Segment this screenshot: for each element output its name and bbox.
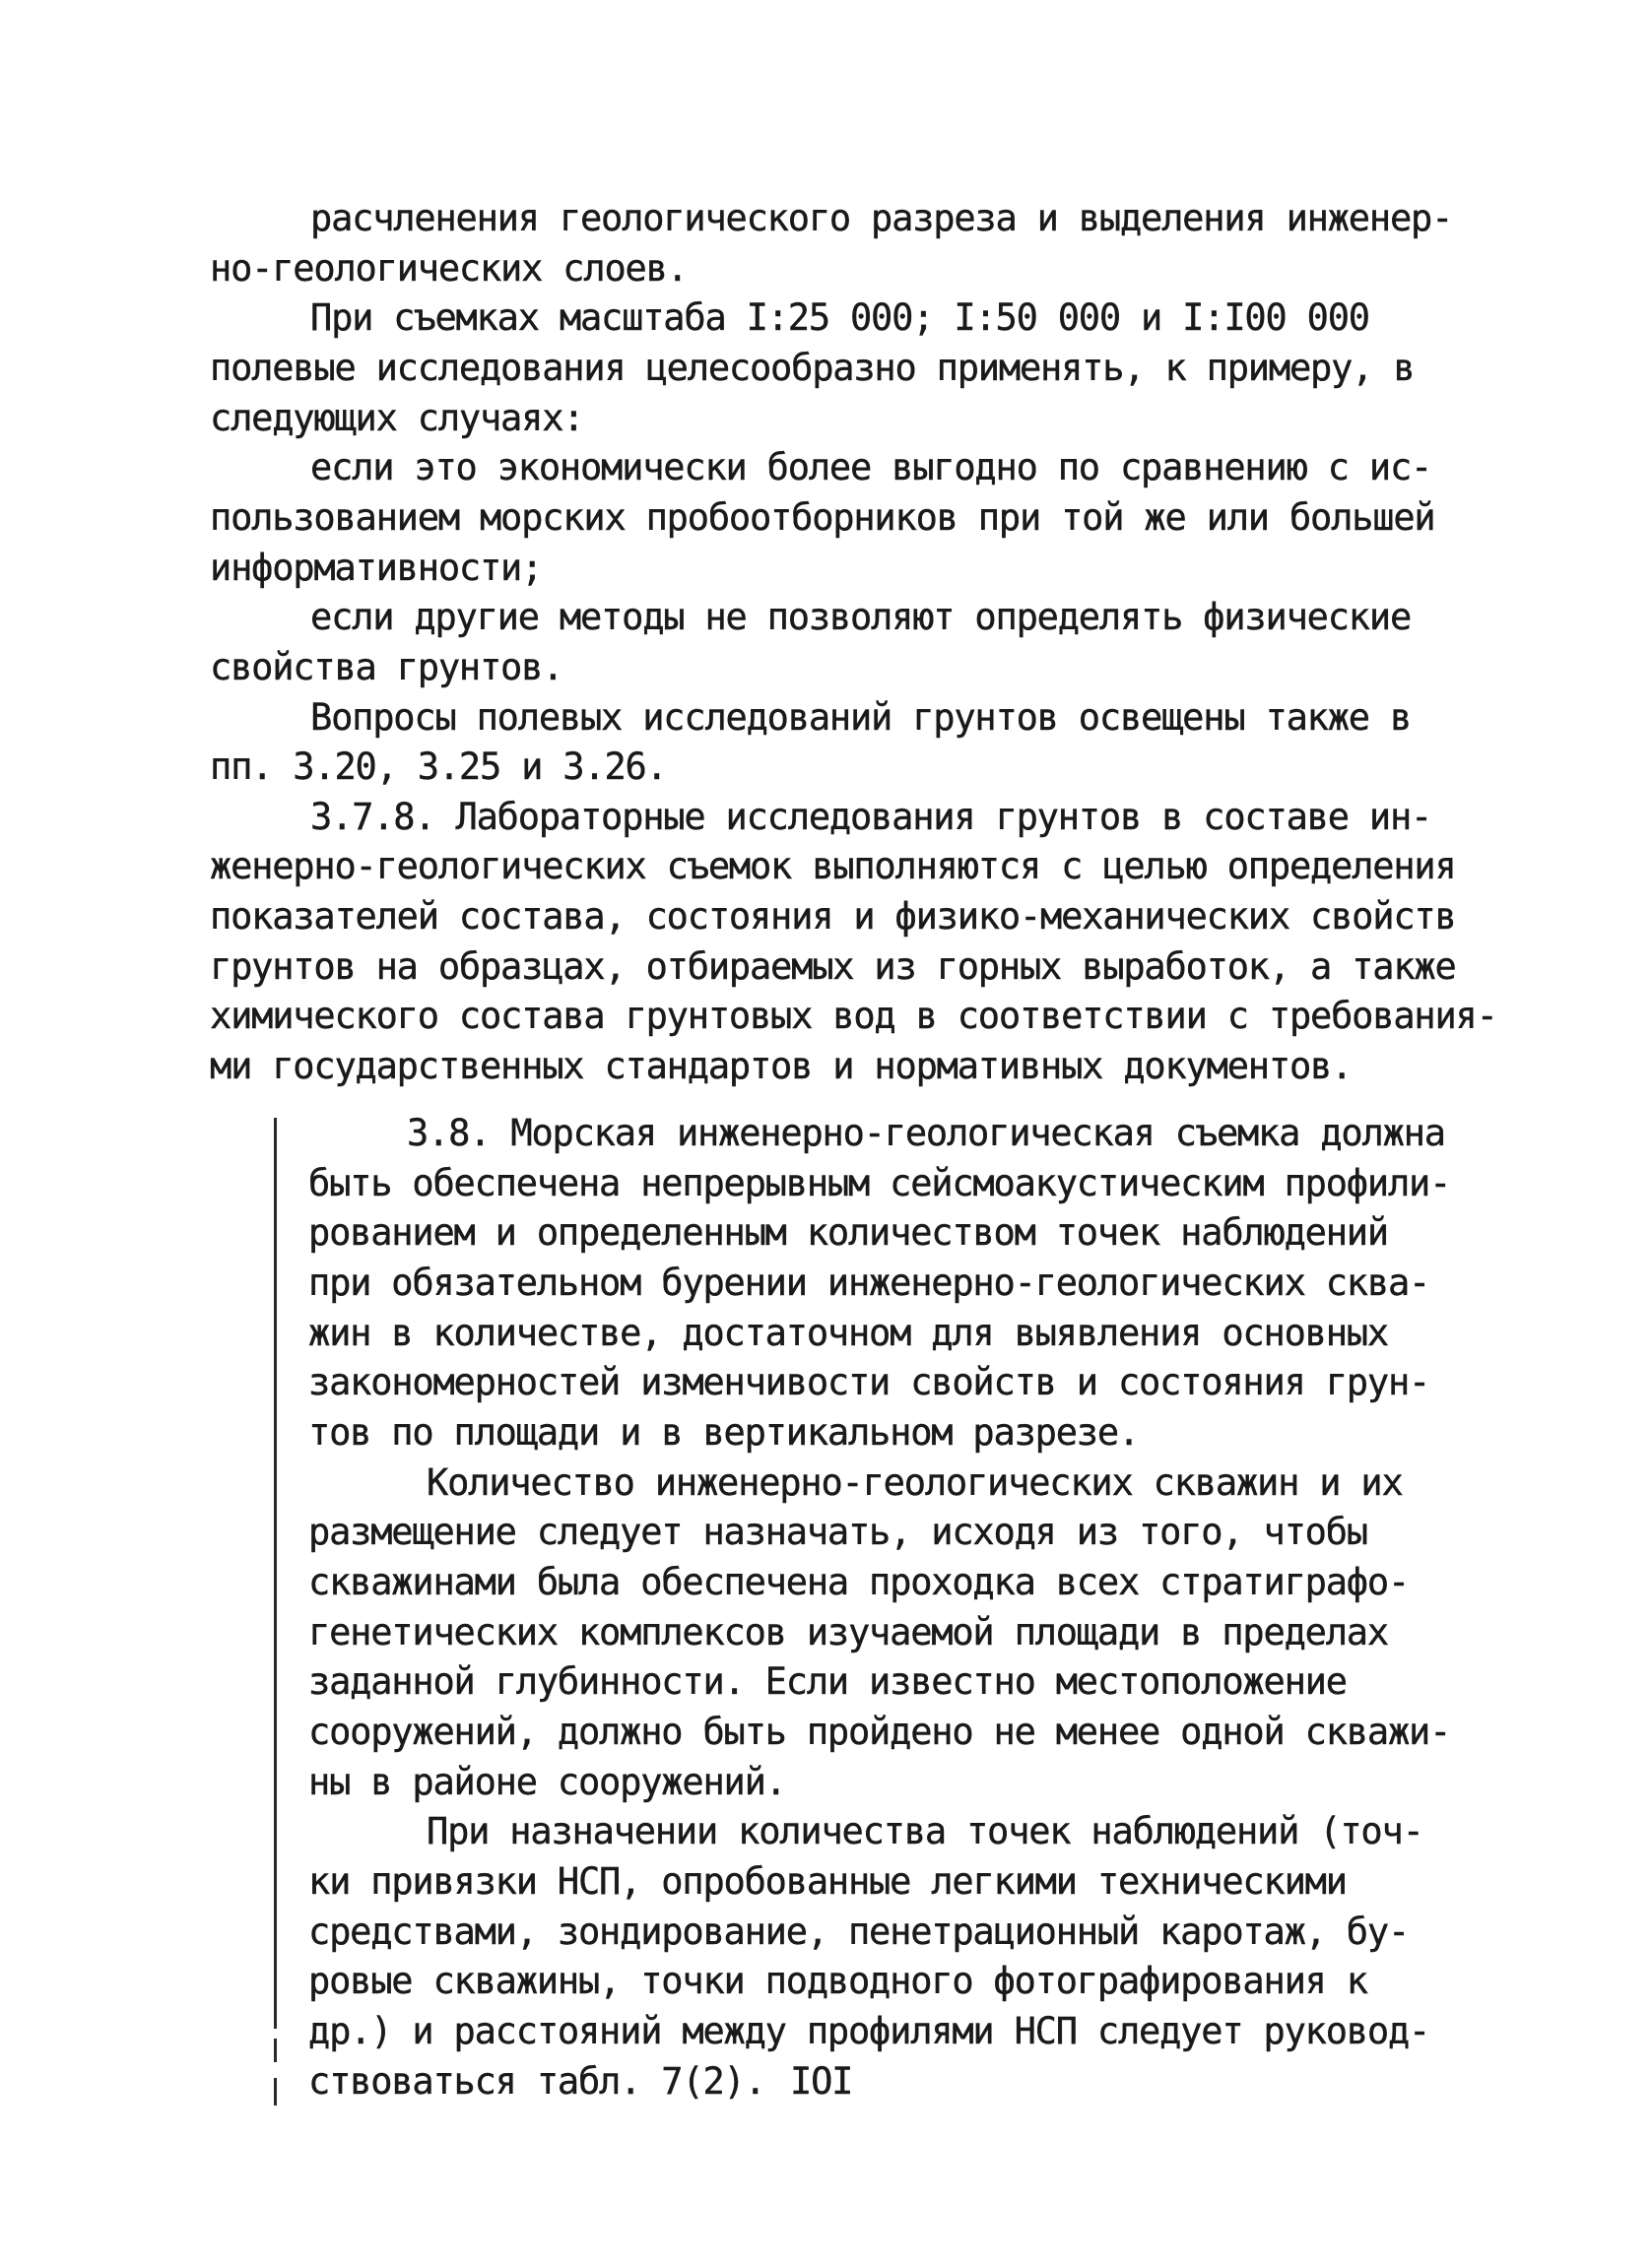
- paragraph-line: сооружений, должно быть пройдено не менее одной скважи-: [308, 1711, 1451, 1753]
- paragraph-line: быть обеспечена непрерывным сейсмоакустическим профили-: [308, 1162, 1451, 1204]
- paragraph-line: Количество инженерно-геологических скважин и их: [427, 1461, 1403, 1504]
- paragraph-line: др.) и расстояний между профилями НСП следует руковод-: [308, 2010, 1430, 2052]
- paragraph-line: но-геологических слоев.: [210, 247, 688, 290]
- paragraph-line: следующих случаях:: [210, 397, 584, 439]
- paragraph-line: грунтов на образцах, отбираемых из горных выработок, а также: [210, 945, 1456, 988]
- paragraph-line: генетических комплексов изучаемой площади в пределах: [308, 1611, 1388, 1653]
- paragraph-line: 3.7.8. Лабораторные исследования грунтов в составе ин-: [310, 796, 1432, 838]
- paragraph-line: полевые исследования целесообразно применять, к примеру, в: [210, 347, 1415, 389]
- paragraph-line: пользованием морских пробоотборников при той же или большей: [210, 496, 1435, 539]
- paragraph-line: ствоваться табл. 7(2).: [308, 2060, 765, 2103]
- change-bar: [274, 1118, 277, 2029]
- paragraph-line: рованием и определенным количеством точек наблюдений: [308, 1211, 1388, 1254]
- paragraph-line: заданной глубинности. Если известно местоположение: [308, 1660, 1347, 1703]
- change-bar-fragment: [274, 2078, 277, 2106]
- paragraph-line: женерно-геологических съемок выполняются с целью определения: [210, 845, 1456, 887]
- paragraph-line: 3.8. Морская инженерно-геологическая съемка должна: [407, 1112, 1445, 1154]
- paragraph-line: При назначении количества точек наблюдений (точ-: [427, 1810, 1423, 1852]
- paragraph-line: ны в районе сооружений.: [308, 1761, 786, 1803]
- paragraph-line: ровые скважины, точки подводного фотографирования к: [308, 1960, 1367, 2002]
- paragraph-line: ми государственных стандартов и нормативных документов.: [210, 1045, 1353, 1087]
- paragraph-line: если другие методы не позволяют определять физические: [310, 596, 1412, 638]
- paragraph-line: показателей состава, состояния и физико-механических свойств: [210, 895, 1456, 938]
- paragraph-line: химического состава грунтовых вод в соответствии с требования-: [210, 995, 1497, 1037]
- paragraph-line: Вопросы полевых исследований грунтов освещены также в: [310, 696, 1412, 739]
- paragraph-line: тов по площади и в вертикальном разрезе.: [308, 1411, 1140, 1454]
- paragraph-line: расчленения геологического разреза и выделения инженер-: [310, 197, 1453, 239]
- paragraph-line: ки привязки НСП, опробованные легкими техническими: [308, 1860, 1347, 1903]
- paragraph-line: средствами, зондирование, пенетрационный каротаж, бу-: [308, 1911, 1410, 1953]
- paragraph-line: При съемках масштаба I:25 000; I:50 000 и I:I00 000: [310, 296, 1369, 339]
- paragraph-line: закономерностей изменчивости свойств и состояния грун-: [308, 1361, 1430, 1403]
- paragraph-line: информативности;: [210, 547, 543, 589]
- paragraph-line: жин в количестве, достаточном для выявления основных: [308, 1312, 1388, 1354]
- paragraph-line: пп. 3.20, 3.25 и 3.26.: [210, 745, 667, 788]
- page-number: IOI: [790, 2060, 853, 2103]
- paragraph-line: при обязательном бурении инженерно-геологических сква-: [308, 1262, 1430, 1304]
- paragraph-line: свойства грунтов.: [210, 646, 563, 688]
- paragraph-line: если это экономически более выгодно по сравнению с ис-: [310, 446, 1432, 488]
- change-bar-fragment: [274, 2039, 277, 2062]
- paragraph-line: размещение следует назначать, исходя из того, чтобы: [308, 1511, 1367, 1553]
- paragraph-line: скважинами была обеспечена проходка всех стратиграфо-: [308, 1561, 1410, 1603]
